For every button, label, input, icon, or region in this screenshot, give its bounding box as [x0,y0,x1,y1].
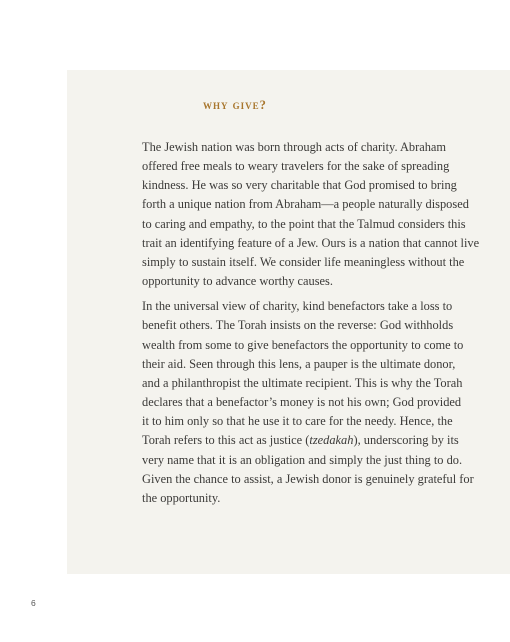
text-line: offered free meals to weary travelers for the sake of spreading [142,159,450,174]
paragraph-1 [142,138,480,291]
text-line: In the universal view of charity, kind benefactors take a loss to [142,299,453,314]
body-text [142,138,480,508]
text-line: benefit others. The Torah insists on the reverse: God withholds [142,318,454,333]
text-line: it to him only so that he use it to care for the needy. Hence, the [142,414,453,429]
text-line: their aid. Seen through this lens, a pauper is the ultimate donor, [142,356,456,371]
text-line: simply to sustain itself. We consider life meaningless without the [142,254,465,269]
page-number: 6 [31,598,36,608]
text-line: trait an identifying feature of a Jew. Ours is a nation that cannot live [142,235,480,250]
text-line: forth a unique nation from Abraham—a people naturally disposed [142,197,469,212]
section-heading: why give? [203,98,267,112]
text-line: wealth from some to give benefactors the opportunity to come to [142,337,464,352]
text-segment: ), underscoring by its [353,433,459,448]
text-line: kindness. He was so very charitable that God promised to bring [142,178,457,193]
italic-term: tzedakah [309,433,354,448]
text-segment: Torah refers to this act as justice ( [142,433,310,448]
text-line: opportunity to advance worthy causes. [142,274,333,289]
text-line: very name that it is an obligation and simply the just thing to do. [142,452,463,467]
text-line: The Jewish nation was born through acts of charity. Abraham [142,140,447,154]
text-line: declares that a benefactor’s money is not his own; God provided [142,395,462,410]
text-line-with-term [142,431,460,450]
text-line: Given the chance to assist, a Jewish donor is genuinely grateful for [142,471,474,486]
text-line: the opportunity. [142,490,221,505]
paragraph-2 [142,297,474,508]
text-line: to caring and empathy, to the point that the Talmud considers this [142,216,466,231]
text-line: and a philanthropist the ultimate recipient. This is why the Torah [142,375,463,390]
